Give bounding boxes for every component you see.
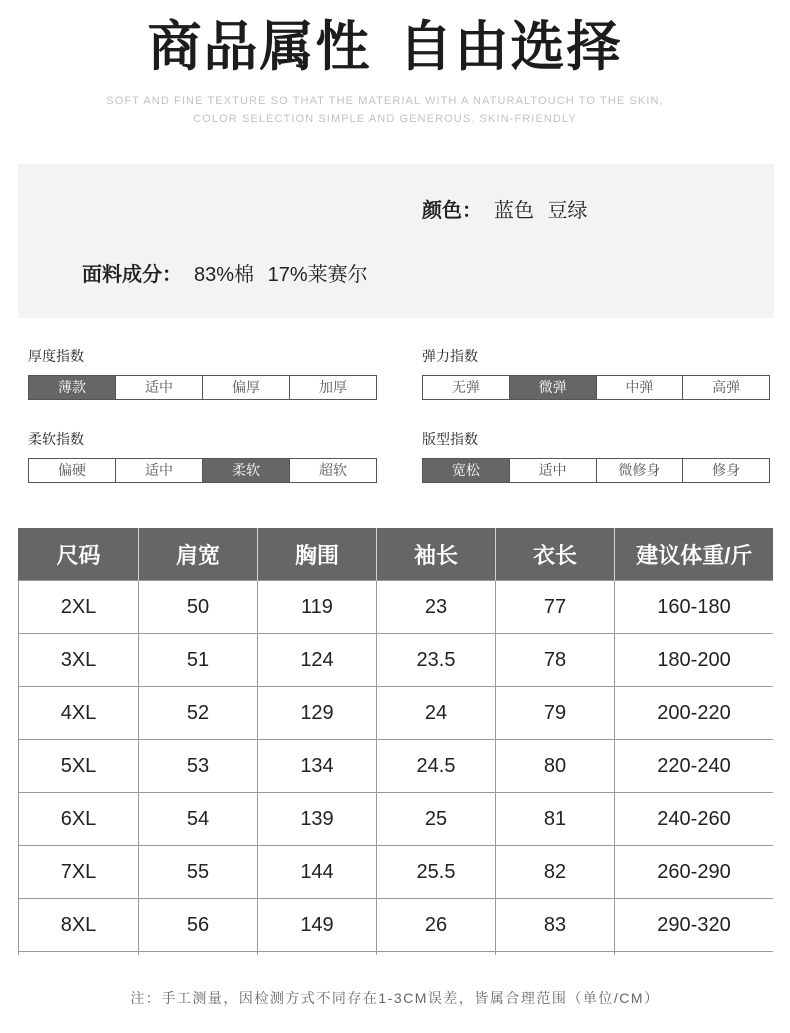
thickness-option: 偏厚 <box>202 376 289 399</box>
product-info-panel <box>18 164 774 318</box>
table-cell: 25 <box>377 793 496 846</box>
column-header: 肩宽 <box>139 528 258 581</box>
table-cell: 2XL <box>19 581 139 634</box>
table-cell: 144 <box>258 846 377 899</box>
size-chart <box>18 528 773 955</box>
table-row <box>19 846 774 899</box>
thickness-option: 加厚 <box>289 376 376 399</box>
table-cell: 5XL <box>19 740 139 793</box>
table-cell-empty <box>258 952 377 956</box>
table-cell: 23 <box>377 581 496 634</box>
table-row <box>19 687 774 740</box>
table-cell: 77 <box>496 581 615 634</box>
table-cell: 78 <box>496 634 615 687</box>
table-cell: 82 <box>496 846 615 899</box>
fabric-value: 83%棉 17%莱赛尔 <box>194 264 368 286</box>
column-header: 袖长 <box>377 528 496 581</box>
column-header: 衣长 <box>496 528 615 581</box>
fit-option: 适中 <box>509 459 596 482</box>
table-cell: 129 <box>258 687 377 740</box>
table-row-partial <box>19 952 774 956</box>
fabric-label: 面料成分： <box>82 264 182 286</box>
table-cell: 4XL <box>19 687 139 740</box>
table-row <box>19 899 774 952</box>
thickness-options <box>28 375 377 400</box>
table-cell-empty <box>139 952 258 956</box>
table-cell: 240-260 <box>615 793 774 846</box>
fit-options <box>422 458 770 483</box>
table-cell: 81 <box>496 793 615 846</box>
table-cell: 3XL <box>19 634 139 687</box>
table-cell: 7XL <box>19 846 139 899</box>
table-cell: 26 <box>377 899 496 952</box>
table-cell: 50 <box>139 581 258 634</box>
table-cell: 160-180 <box>615 581 774 634</box>
softness-index <box>28 430 377 483</box>
table-cell: 180-200 <box>615 634 774 687</box>
thickness-option: 薄款 <box>29 376 115 399</box>
table-cell: 25.5 <box>377 846 496 899</box>
measurement-note: 注：手工测量，因检测方式不同存在1-3CM误差，皆属合理范围（单位/CM） <box>130 990 660 1006</box>
softness-option: 柔软 <box>202 459 289 482</box>
table-cell: 80 <box>496 740 615 793</box>
stretch-options <box>422 375 770 400</box>
table-row <box>19 740 774 793</box>
column-header: 建议体重/斤 <box>615 528 774 581</box>
stretch-option: 微弹 <box>509 376 596 399</box>
subtitle-line-1: SOFT AND FINE TEXTURE SO THAT THE MATERIAL WITH A NATURALTOUCH TO THE SKIN, <box>106 95 664 107</box>
table-cell-empty <box>615 952 774 956</box>
table-cell: 6XL <box>19 793 139 846</box>
table-cell-empty <box>496 952 615 956</box>
softness-options <box>28 458 377 483</box>
table-cell: 119 <box>258 581 377 634</box>
color-value: 蓝色 豆绿 <box>494 200 588 222</box>
table-cell: 200-220 <box>615 687 774 740</box>
table-cell: 23.5 <box>377 634 496 687</box>
table-cell: 52 <box>139 687 258 740</box>
column-header: 胸围 <box>258 528 377 581</box>
table-cell: 51 <box>139 634 258 687</box>
table-row <box>19 581 774 634</box>
subtitle <box>0 92 770 128</box>
fit-index <box>422 430 770 483</box>
thickness-option: 适中 <box>115 376 202 399</box>
table-cell: 8XL <box>19 899 139 952</box>
fit-option: 宽松 <box>423 459 509 482</box>
table-cell: 220-240 <box>615 740 774 793</box>
table-cell: 56 <box>139 899 258 952</box>
size-table <box>18 528 773 955</box>
thickness-index-label: 厚度指数 <box>28 348 84 364</box>
table-row <box>19 634 774 687</box>
table-cell: 139 <box>258 793 377 846</box>
color-info <box>422 199 588 223</box>
table-cell: 134 <box>258 740 377 793</box>
table-cell: 149 <box>258 899 377 952</box>
table-cell: 53 <box>139 740 258 793</box>
color-label: 颜色： <box>422 200 482 222</box>
table-body <box>19 581 774 956</box>
table-cell: 24.5 <box>377 740 496 793</box>
softness-option: 超软 <box>289 459 376 482</box>
thickness-index <box>28 347 377 400</box>
subtitle-line-2: COLOR SELECTION SIMPLE AND GENEROUS. SKIN-FRIENDLY <box>193 113 577 125</box>
table-cell: 24 <box>377 687 496 740</box>
table-cell: 260-290 <box>615 846 774 899</box>
stretch-option: 无弹 <box>451 379 480 395</box>
table-cell: 124 <box>258 634 377 687</box>
stretch-index <box>422 347 770 400</box>
softness-index-label: 柔软指数 <box>28 431 84 447</box>
page-title: 商品属性 自由选择 <box>147 17 623 77</box>
fit-option: 微修身 <box>596 459 683 482</box>
stretch-index-label: 弹力指数 <box>422 348 478 364</box>
fabric-info <box>82 263 368 287</box>
column-header: 尺码 <box>19 528 139 581</box>
stretch-option: 高弹 <box>682 376 769 399</box>
table-cell-empty <box>19 952 139 956</box>
softness-option: 适中 <box>115 459 202 482</box>
fit-option: 修身 <box>682 459 769 482</box>
table-cell: 290-320 <box>615 899 774 952</box>
table-row <box>19 793 774 846</box>
table-cell: 55 <box>139 846 258 899</box>
table-cell-empty <box>377 952 496 956</box>
table-cell: 79 <box>496 687 615 740</box>
fit-index-label: 版型指数 <box>422 431 478 447</box>
table-cell: 54 <box>139 793 258 846</box>
table-cell: 83 <box>496 899 615 952</box>
table-header-row <box>19 528 774 581</box>
stretch-option: 中弹 <box>596 376 683 399</box>
softness-option: 偏硬 <box>58 462 86 478</box>
